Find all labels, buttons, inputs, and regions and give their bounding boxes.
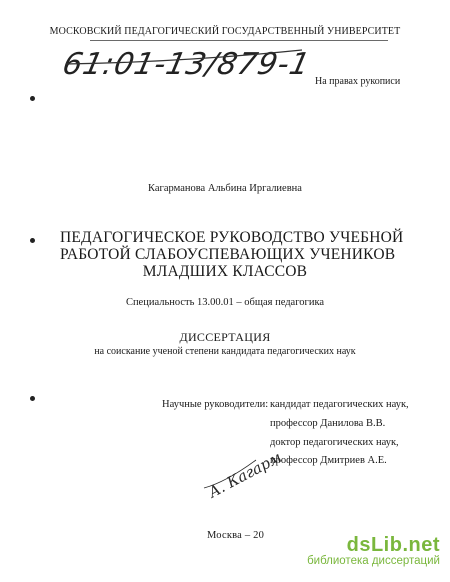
university-header: МОСКОВСКИЙ ПЕДАГОГИЧЕСКИЙ ГОСУДАРСТВЕННЫЙ УНИВЕРСИТЕТ [49, 26, 401, 37]
work-type: ДИССЕРТАЦИЯ [179, 330, 271, 344]
supervisor-line: доктор педагогических наук, [270, 437, 399, 448]
signature-text: А. Кагарм [205, 448, 285, 502]
dissertation-title [60, 229, 404, 280]
handwritten-number-text: 61:01-13/879-1 [59, 47, 314, 82]
dslib-watermark [307, 534, 440, 567]
handwritten-signature [196, 448, 285, 502]
title-line: МЛАДШИХ КЛАССОВ [142, 263, 308, 280]
author-name: Кагарманова Альбина Иргалиевна [148, 183, 302, 194]
degree-line: на соискание ученой степени кандидата педагогических наук [94, 346, 356, 357]
binding-dot [30, 396, 35, 401]
supervisors-label: Научные руководители: [162, 399, 269, 410]
supervisor-line: профессор Дмитриев А.Е. [270, 455, 387, 466]
specialty-line: Специальность 13.00.01 – общая педагогика [125, 297, 325, 308]
title-line: ПЕДАГОГИЧЕСКОЕ РУКОВОДСТВО УЧЕБНОЙ [60, 229, 404, 246]
binding-dot [30, 238, 35, 243]
city-year [207, 530, 264, 541]
rights-note: На правах рукописи [315, 76, 401, 87]
header-rule [90, 40, 388, 41]
watermark-name: dsLib.net [346, 534, 440, 556]
supervisor-line: профессор Данилова В.В. [270, 418, 386, 429]
watermark-subtitle: библиотека диссертаций [307, 555, 440, 567]
binding-dot [30, 96, 35, 101]
city-year-text: Москва – 20 [207, 530, 265, 541]
supervisor-line: кандидат педагогических наук, [270, 399, 409, 410]
handwritten-catalog-number [59, 42, 314, 86]
title-line: РАБОТОЙ СЛАБОУСПЕВАЮЩИХ УЧЕНИКОВ [60, 246, 396, 263]
